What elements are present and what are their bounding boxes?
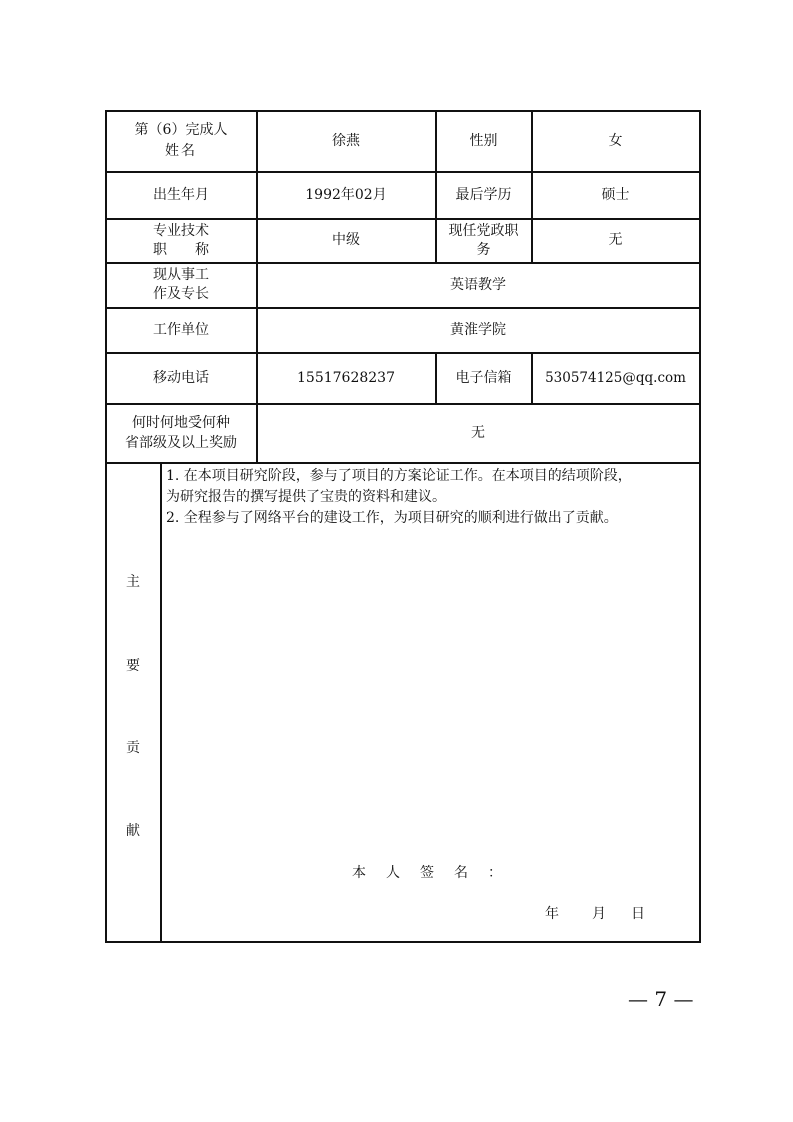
- education-label: 最后学历: [455, 186, 512, 203]
- email-label: 电子信箱: [455, 369, 512, 386]
- contribution-text: [166, 466, 694, 529]
- name-value: 徐燕: [332, 132, 360, 149]
- birth-label: 出生年月: [153, 186, 209, 203]
- row-divider: [105, 462, 701, 464]
- gender-label: 性别: [469, 132, 498, 149]
- specialty-label: [106, 263, 256, 307]
- date-day: 日: [631, 906, 645, 922]
- name-label: [106, 111, 256, 171]
- column-divider: [160, 462, 162, 942]
- name-label-line1: 第（6）完成人: [134, 122, 228, 138]
- employer-label: 工作单位: [153, 321, 209, 338]
- awards-value: 无: [471, 424, 485, 441]
- contribution-label-char: 献: [126, 823, 140, 839]
- title-value: 中级: [332, 232, 360, 248]
- signature-label: 本人签名：: [352, 865, 522, 881]
- contribution-line: 为研究报告的撰写提供了宝贵的资料和建议。: [166, 489, 446, 505]
- contribution-label-char: 要: [126, 658, 140, 674]
- specialty-label-line2: 作及专长: [153, 286, 209, 302]
- specialty-value: 英语教学: [450, 276, 506, 293]
- mobile-label: 移动电话: [153, 369, 209, 386]
- contribution-line: 1. 在本项目研究阶段，参与了项目的方案论证工作。在本项目的结项阶段，: [166, 468, 632, 484]
- contribution-line: 2. 全程参与了网络平台的建设工作，为项目研究的顺利进行做出了贡献。: [166, 510, 618, 526]
- mobile-value: 15517628237: [297, 369, 395, 386]
- contribution-label-char: 贡: [126, 740, 140, 756]
- gender-value: 女: [608, 132, 623, 149]
- awards-label-line1: 何时何地受何种: [132, 415, 230, 431]
- position-label-line2: 务: [476, 241, 491, 258]
- specialty-label-line1: 现从事工: [153, 267, 209, 283]
- position-value: 无: [608, 232, 623, 248]
- birth-value: 1992年02月: [305, 186, 387, 203]
- title-label-line2: 职 称: [153, 241, 209, 258]
- awards-label-line2: 省部级及以上奖励: [125, 435, 237, 451]
- date-year: 年: [545, 906, 559, 922]
- name-label-line2: 姓名: [165, 143, 197, 159]
- title-label: [106, 219, 256, 262]
- title-label-line1: 专业技术: [153, 222, 209, 239]
- table-border-right: [699, 110, 701, 942]
- email-value: 530574125@qq.com: [545, 369, 686, 386]
- employer-value: 黄淮学院: [450, 321, 506, 338]
- education-value: 硕士: [601, 186, 630, 203]
- position-label-line1: 现任党政职: [448, 222, 519, 239]
- table-border-bottom: [105, 941, 701, 943]
- page-number: — 7 —: [628, 987, 694, 1011]
- date-month: 月: [592, 906, 606, 922]
- contribution-label-char: 主: [126, 574, 140, 590]
- position-label: [436, 219, 531, 262]
- awards-label: [106, 404, 256, 462]
